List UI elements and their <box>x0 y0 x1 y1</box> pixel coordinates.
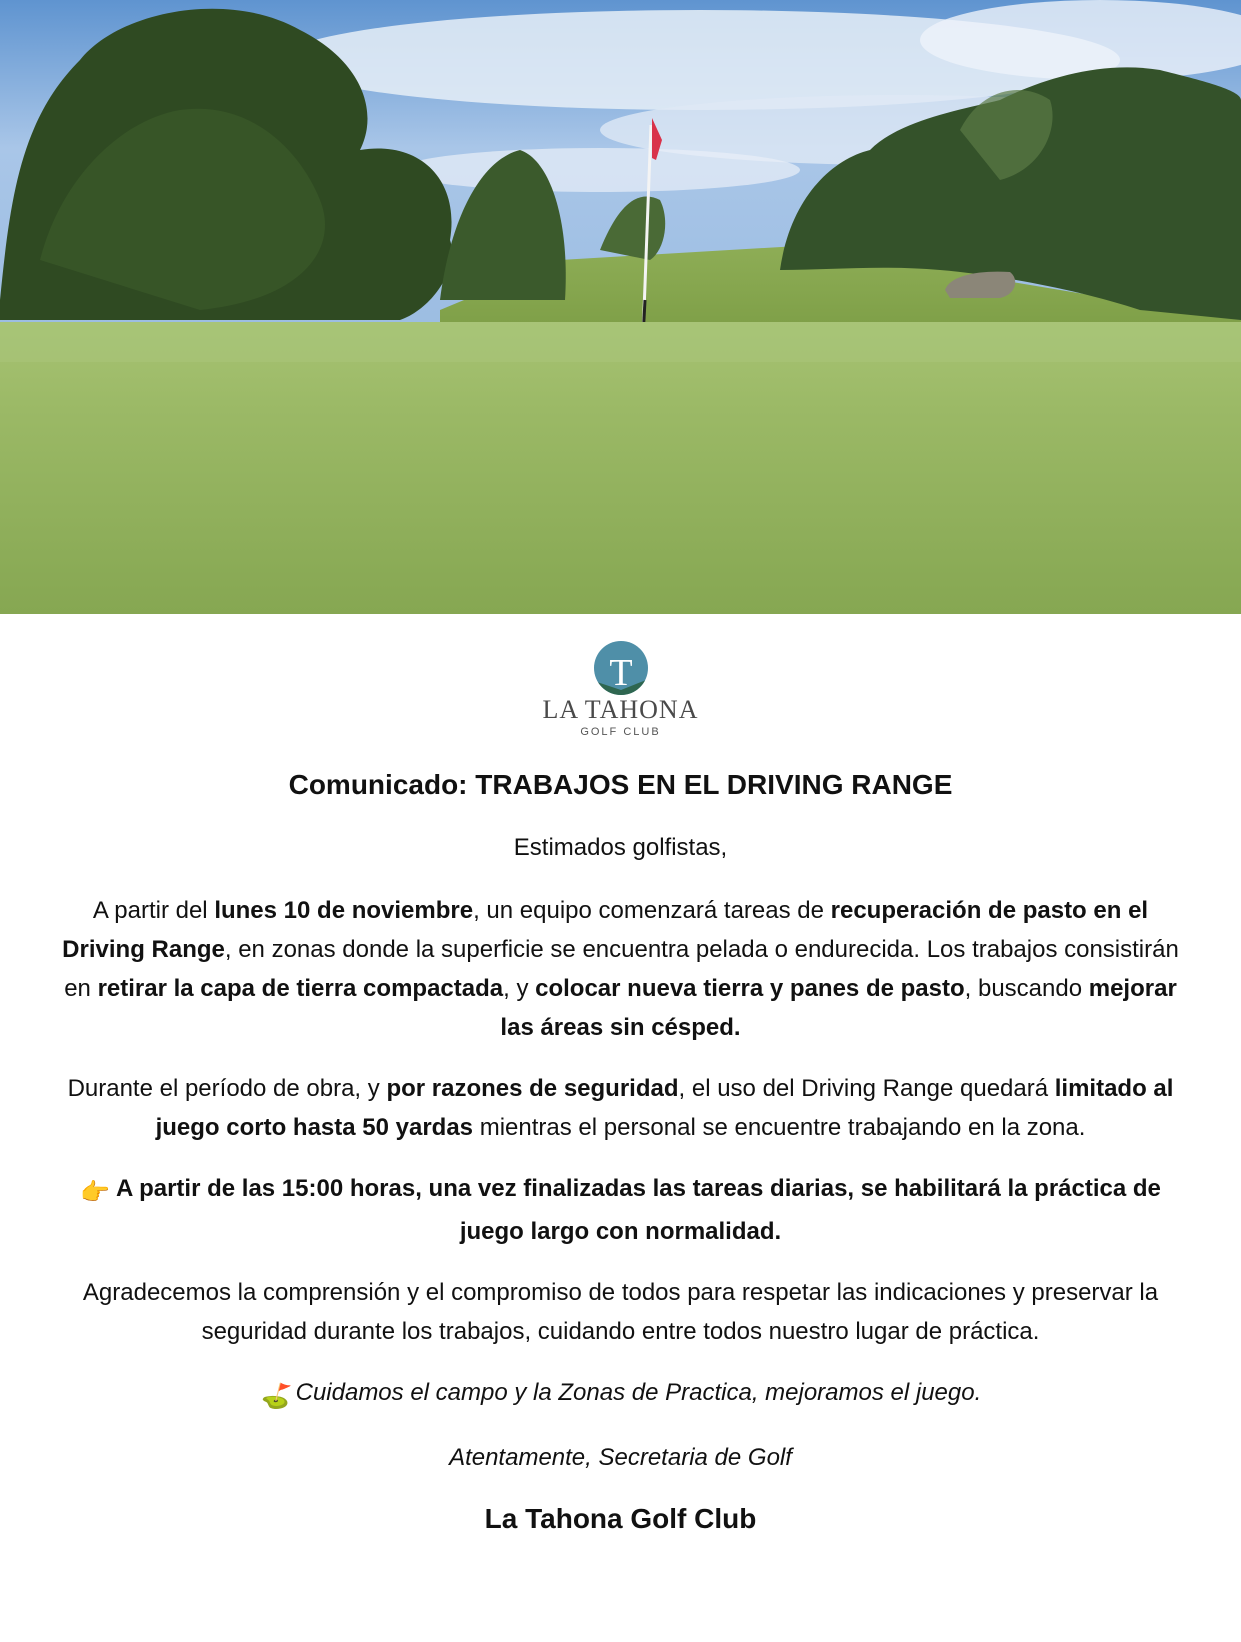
paragraph-highlight: 👉 A partir de las 15:00 horas, una vez finalizadas las tareas diarias, se habilitará la práctica de juego largo con normalidad. <box>80 1175 1161 1245</box>
paragraph-schedule: A partir del lunes 10 de noviembre, un equipo comenzará tareas de recuperación de pasto en el Driving Range, en zonas donde la superficie se encuentra pelada o endurecida. Los trabajos consistirán en retirar la capa de tierra compactada, y colocar nueva tierra y panes de pasto, buscando mejorar las áreas sin césped. <box>62 897 1179 1041</box>
golf-course-photo <box>0 0 1241 614</box>
hero-image <box>0 0 1241 614</box>
paragraph-restrictions: Durante el período de obra, y por razones de seguridad, el uso del Driving Range quedará limitado al juego corto hasta 50 yardas mientras el personal se encuentre trabajando en la zona. <box>67 1075 1174 1141</box>
announcement-body <box>0 638 1241 1538</box>
golf-flag-icon: ⛳ <box>259 1383 290 1410</box>
page-title: Comunicado: TRABAJOS EN EL DRIVING RANGE <box>288 769 953 800</box>
paragraph-thanks: Agradecemos la comprensión y el compromiso de todos para respetar las indicaciones y preservar la seguridad durante los trabajos, cuidando entre todos nuestro lugar de práctica. <box>82 1279 1159 1345</box>
pointing-hand-icon: 👉 <box>80 1179 110 1206</box>
greeting: Estimados golfistas, <box>513 834 728 861</box>
signoff: Atentamente, Secretaria de Golf <box>449 1444 792 1471</box>
logo-subtitle: GOLF CLUB <box>580 726 661 738</box>
logo-letter: T <box>608 652 633 694</box>
club-name: La Tahona Golf Club <box>484 1503 757 1534</box>
motto: ⛳ Cuidamos el campo y la Zonas de Practica, mejoramos el juego. <box>51 1373 1191 1416</box>
logo-title: LA TAHONA <box>542 695 699 724</box>
